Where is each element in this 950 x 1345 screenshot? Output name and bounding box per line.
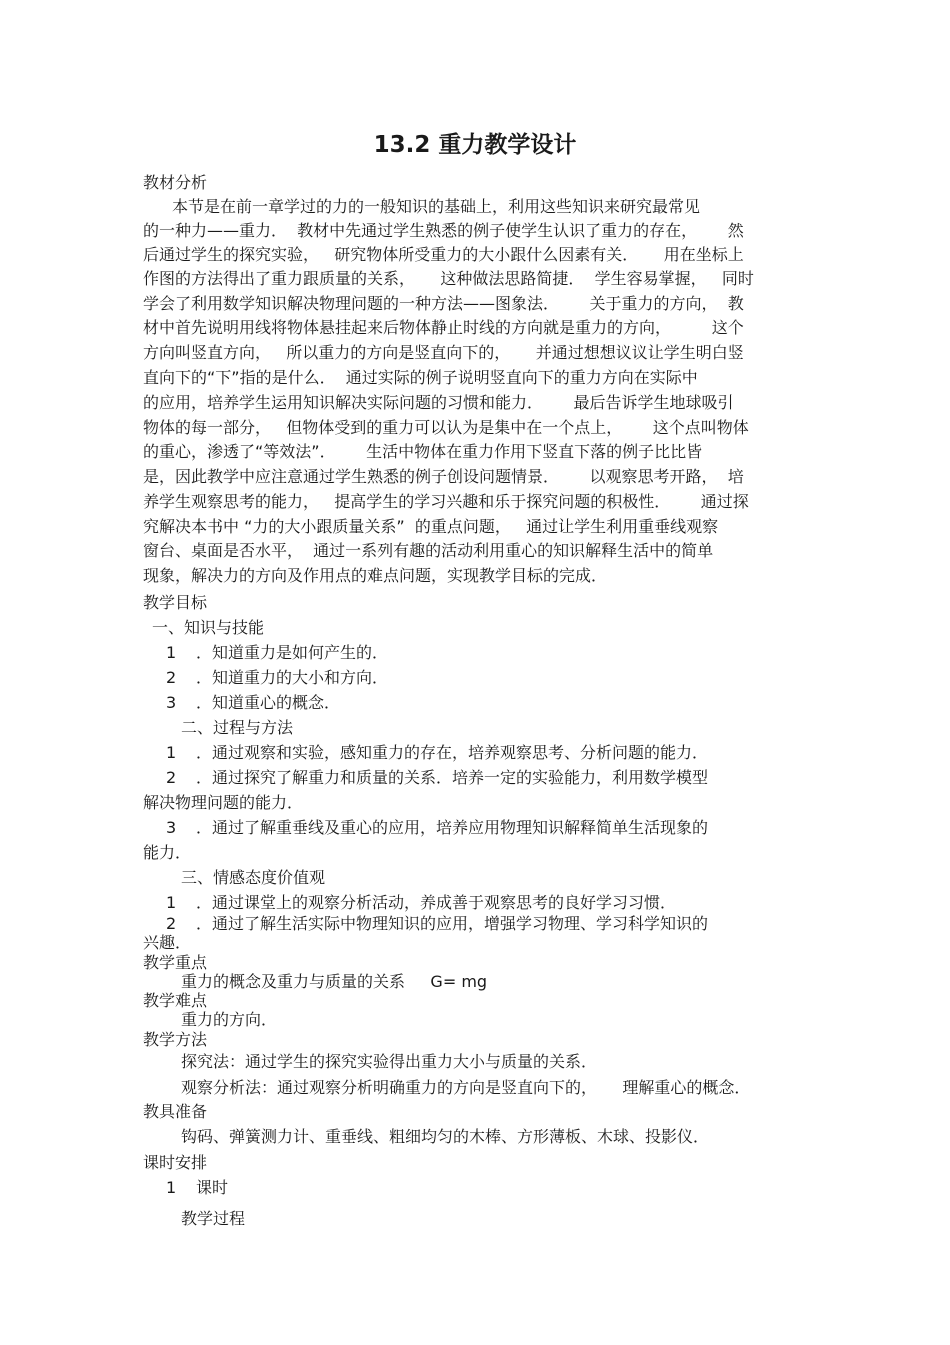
analysis-line: 物体的每一部分， 但物体受到的重力可以认为是集中在一个点上， 这个点叫物体 <box>143 418 749 437</box>
section-heading-schedule: 课时安排 <box>143 1153 208 1172</box>
subsection-title: 二、过程与方法 <box>181 718 294 737</box>
section-heading-objectives: 教学目标 <box>143 593 208 612</box>
analysis-line: 本节是在前一章学过的力的一般知识的基础上，利用这些知识来研究最常见 <box>172 197 701 216</box>
list-item-number: 1 <box>166 743 177 762</box>
analysis-line: 直向下的“下”指的是什么． 通过实际的例子说明竖直向下的重力方向在实际中 <box>143 368 698 387</box>
analysis-line: 的一种力——重力． 教材中先通过学生熟悉的例子使学生认识了重力的存在， 然 <box>143 221 744 240</box>
method-line: 探究法：通过学生的探究实验得出重力大小与质量的关系． <box>181 1052 598 1071</box>
list-item-number: 1 <box>166 893 177 912</box>
list-item-continuation: 能力． <box>143 843 192 862</box>
method-line: 观察分析法：通过观察分析明确重力的方向是竖直向下的， 理解重心的概念． <box>181 1078 751 1097</box>
subsection-title: 三、情感态度价值观 <box>181 868 326 887</box>
section-heading-method: 教学方法 <box>143 1030 208 1049</box>
section-heading-process: 教学过程 <box>181 1209 246 1228</box>
list-item: ．知道重力是如何产生的． <box>196 643 389 662</box>
section-heading-equipment: 教具准备 <box>143 1102 208 1121</box>
analysis-line: 学会了利用数学知识解决物理问题的一种方法——图象法． 关于重力的方向， 教 <box>143 294 744 313</box>
analysis-line: 方向叫竖直方向， 所以重力的方向是竖直向下的， 并通过想想议议让学生明白竖 <box>143 343 744 362</box>
schedule-unit: 课时 <box>196 1178 229 1197</box>
list-item: ．通过课堂上的观察分析活动，养成善于观察思考的良好学习习惯． <box>196 893 677 912</box>
page-title: 13.2 重力教学设计 <box>373 132 577 158</box>
list-item-number: 2 <box>166 768 177 787</box>
list-item: ．知道重心的概念． <box>196 693 341 712</box>
analysis-line: 作图的方法得出了重力跟质量的关系， 这种做法思路简捷． 学生容易掌握， 同时 <box>143 269 754 288</box>
subsection-title: 一、知识与技能 <box>152 618 265 637</box>
difficulty-text: 重力的方向． <box>181 1010 278 1029</box>
list-item: ．通过了解生活实际中物理知识的应用，增强学习物理、学习科学知识的 <box>196 914 709 933</box>
list-item: ．通过观察和实验，感知重力的存在，培养观察思考、分析问题的能力． <box>196 743 709 762</box>
list-item-number: 3 <box>166 693 177 712</box>
analysis-line: 材中首先说明用线将物体悬挂起来后物体静止时线的方向就是重力的方向， 这个 <box>143 318 744 337</box>
list-item-continuation: 兴趣． <box>143 933 192 952</box>
section-heading-key-point: 教学重点 <box>143 953 208 972</box>
list-item: ．通过了解重垂线及重心的应用，培养应用物理知识解释简单生活现象的 <box>196 818 709 837</box>
list-item: ．通过探究了解重力和质量的关系．培养一定的实验能力，利用数学模型 <box>196 768 709 787</box>
analysis-line: 现象，解决力的方向及作用点的难点问题，实现教学目标的完成． <box>143 566 608 585</box>
analysis-line: 后通过学生的探究实验， 研究物体所受重力的大小跟什么因素有关． 用在坐标上 <box>143 245 744 264</box>
list-item-number: 3 <box>166 818 177 837</box>
list-item-number: 2 <box>166 914 177 933</box>
schedule-number: 1 <box>166 1178 177 1197</box>
section-heading-difficulty: 教学难点 <box>143 991 208 1010</box>
list-item-number: 1 <box>166 643 177 662</box>
analysis-line: 的重心，渗透了“等效法”． 生活中物体在重力作用下竖直下落的例子比比皆 <box>143 442 703 461</box>
key-point-text: 重力的概念及重力与质量的关系 G= mg <box>181 972 488 991</box>
equipment-text: 钩码、弹簧测力计、重垂线、粗细均匀的木棒、方形薄板、木球、投影仪． <box>181 1127 710 1146</box>
list-item-continuation: 解决物理问题的能力． <box>143 793 304 812</box>
list-item-number: 2 <box>166 668 177 687</box>
analysis-line: 究解决本书中 “力的大小跟质量关系” 的重点问题， 通过让学生利用重垂线观察 <box>143 517 719 536</box>
analysis-line: 的应用，培养学生运用知识解决实际问题的习惯和能力． 最后告诉学生地球吸引 <box>143 393 734 412</box>
analysis-line: 窗台、桌面是否水平， 通过一系列有趣的活动利用重心的知识解释生活中的简单 <box>143 541 714 560</box>
analysis-line: 养学生观察思考的能力， 提高学生的学习兴趣和乐于探究问题的积极性． 通过探 <box>143 492 749 511</box>
analysis-line: 是，因此教学中应注意通过学生熟悉的例子创设问题情景． 以观察思考开路， 培 <box>143 467 744 486</box>
list-item: ．知道重力的大小和方向． <box>196 668 389 687</box>
section-heading-analysis: 教材分析 <box>143 173 208 192</box>
